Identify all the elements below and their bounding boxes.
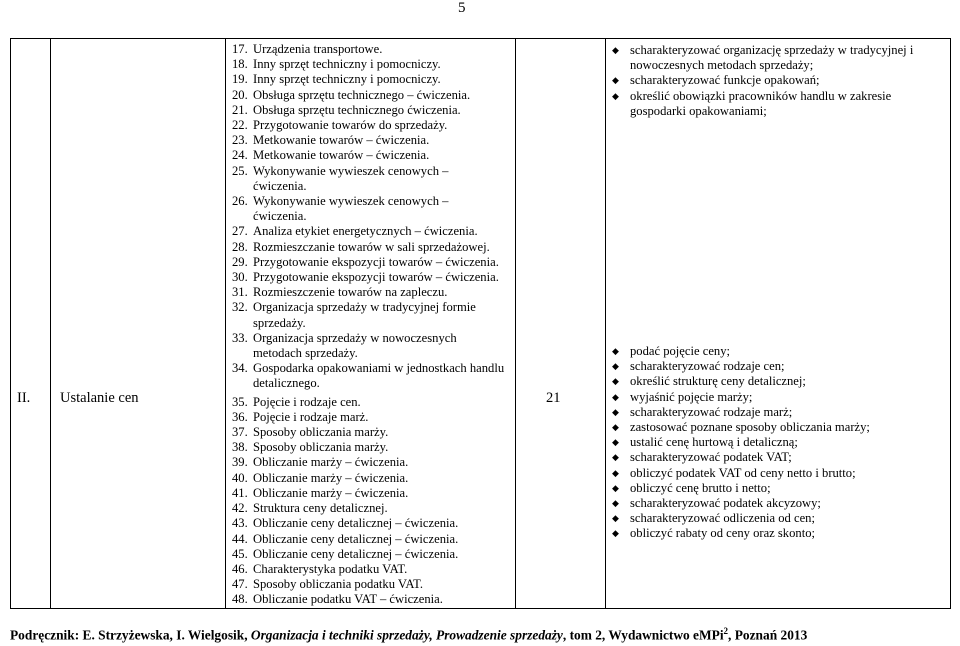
outcome-item [612, 405, 950, 420]
topic-text: Obliczanie ceny detalicznej – ćwiczenia. [253, 531, 459, 546]
topic-item [232, 425, 515, 440]
diamond-bullet-icon: ◆ [612, 452, 619, 463]
outcome-text: scharakteryzować rodzaje marż; [630, 404, 793, 419]
outcome-item [612, 435, 950, 450]
outcome-item [612, 496, 950, 511]
outcome-text: scharakteryzować podatek VAT; [630, 450, 792, 465]
topic-number: 27. [232, 224, 248, 239]
topic-number: 21. [232, 102, 248, 117]
hours-value: 21 [546, 390, 561, 406]
hours-cell [516, 39, 606, 609]
topic-text: Obliczanie ceny detalicznej – ćwiczenia. [253, 516, 459, 531]
topic-text: Rozmieszczenie towarów na zapleczu. [253, 285, 448, 300]
section-title-cell [51, 39, 226, 609]
topic-item [232, 148, 515, 163]
outcome-item [612, 89, 950, 119]
topic-text: Sposoby obliczania podatku VAT. [253, 577, 424, 592]
topic-number: 32. [232, 300, 248, 315]
topic-number: 20. [232, 87, 248, 102]
footer-publisher: , tom 2, Wydawnictwo eMPi [562, 627, 724, 643]
topic-number: 26. [232, 194, 248, 209]
topics-list-section-2 [226, 392, 515, 608]
diamond-bullet-icon: ◆ [612, 528, 619, 539]
outcome-item [612, 450, 950, 465]
topics-cell [226, 39, 516, 609]
topic-item [232, 118, 515, 133]
outcome-item [612, 374, 950, 389]
footer-titles: Organizacja i techniki sprzedaży, Prowadzenie sprzedaży [250, 627, 563, 643]
topic-number: 38. [232, 440, 248, 455]
topic-number: 36. [232, 409, 248, 424]
diamond-bullet-icon: ◆ [612, 45, 619, 55]
topic-number: 34. [232, 361, 248, 376]
topic-item [232, 501, 515, 516]
topic-number: 45. [232, 546, 248, 561]
topic-item [232, 270, 515, 285]
outcome-item [612, 420, 950, 435]
topic-number: 37. [232, 425, 248, 440]
outcome-item [612, 390, 950, 405]
topic-text: Sposoby obliczania marży. [253, 440, 389, 455]
topic-text: Analiza etykiet energetycznych – ćwiczenia. [253, 224, 478, 239]
outcome-text: obliczyć rabaty od ceny oraz skonto; [630, 526, 815, 541]
outcome-item [612, 344, 950, 359]
topic-item [232, 240, 515, 255]
outcome-text: podać pojęcie ceny; [630, 344, 730, 359]
topic-item [232, 331, 515, 361]
footer-sup: 2 [723, 626, 729, 636]
topic-number: 31. [232, 285, 248, 300]
topic-item [232, 486, 515, 501]
topic-number: 41. [232, 485, 248, 500]
topic-item [232, 285, 515, 300]
topic-number: 30. [232, 270, 248, 285]
outcome-item [612, 481, 950, 496]
topic-text: Urządzenia transportowe. [253, 42, 383, 56]
topic-number: 48. [232, 592, 248, 607]
topic-item [232, 194, 515, 224]
outcome-item [612, 511, 950, 526]
topic-number: 22. [232, 118, 248, 133]
outcome-text: wyjaśnić pojęcie marży; [630, 389, 753, 404]
diamond-bullet-icon: ◆ [612, 422, 619, 433]
topic-item [232, 72, 515, 87]
topic-item [232, 395, 515, 410]
outcome-text: określić strukturę ceny detalicznej; [630, 374, 806, 389]
diamond-bullet-icon: ◆ [612, 513, 619, 524]
topic-item [232, 440, 515, 455]
section-number-cell [11, 39, 51, 609]
topic-text: Metkowanie towarów – ćwiczenia. [253, 148, 430, 163]
diamond-bullet-icon: ◆ [612, 391, 619, 402]
topic-item [232, 164, 515, 194]
outcome-text: scharakteryzować organizację sprzedaży w tradycyjnej i nowoczesnych metodach sprzedaży; [630, 43, 914, 73]
textbook-reference [10, 626, 807, 643]
topic-text: Sposoby obliczania marży. [253, 425, 389, 440]
topic-text: Inny sprzęt techniczny i pomocniczy. [253, 57, 441, 72]
topic-text: Inny sprzęt techniczny i pomocniczy. [253, 72, 441, 87]
outcome-text: scharakteryzować odliczenia od cen; [630, 511, 815, 526]
topic-number: 19. [232, 72, 248, 87]
topic-text: Organizacja sprzedaży w tradycyjnej formie sprzedaży. [253, 300, 476, 330]
diamond-bullet-icon: ◆ [612, 75, 619, 86]
topic-item [232, 133, 515, 148]
topic-text: Pojęcie i rodzaje cen. [253, 394, 361, 409]
topic-text: Wykonywanie wywieszek cenowych – ćwiczenia. [253, 194, 449, 224]
topic-number: 44. [232, 531, 248, 546]
topic-text: Przygotowanie ekspozycji towarów – ćwiczenia. [253, 270, 499, 285]
topic-item [232, 547, 515, 562]
topic-text: Obliczanie marży – ćwiczenia. [253, 470, 409, 485]
topic-number: 40. [232, 470, 248, 485]
topic-number: 28. [232, 239, 248, 254]
topic-text: Rozmieszczanie towarów w sali sprzedażowej. [253, 239, 490, 254]
footer-end: , Poznań 2013 [728, 627, 808, 643]
section-number: II. [17, 390, 31, 406]
diamond-bullet-icon: ◆ [612, 361, 619, 372]
topic-item [232, 471, 515, 486]
topic-number: 42. [232, 501, 248, 516]
curriculum-table [10, 38, 951, 609]
topic-item [232, 103, 515, 118]
topic-item [232, 562, 515, 577]
topic-text: Pojęcie i rodzaje marż. [253, 409, 369, 424]
topic-text: Przygotowanie ekspozycji towarów – ćwiczenia. [253, 254, 499, 269]
outcomes-list [606, 39, 950, 119]
outcome-text: scharakteryzować podatek akcyzowy; [630, 496, 821, 511]
outcome-text: obliczyć cenę brutto i netto; [630, 480, 771, 495]
diamond-bullet-icon: ◆ [612, 467, 619, 478]
section-title: Ustalanie cen [60, 390, 139, 406]
topic-item [232, 455, 515, 470]
diamond-bullet-icon: ◆ [612, 482, 619, 493]
topic-number: 25. [232, 163, 248, 178]
topic-item [232, 592, 515, 607]
topic-item [232, 516, 515, 531]
footer-label: Podręcznik: E. Strzyżewska, I. Wielgosik, [10, 627, 251, 643]
outcome-item [612, 43, 950, 73]
topics-list [226, 39, 515, 392]
topic-number: 43. [232, 516, 248, 531]
topic-number: 46. [232, 561, 248, 576]
topic-number: 18. [232, 57, 248, 72]
page-number: 5 [458, 0, 466, 16]
topic-number: 47. [232, 577, 248, 592]
topic-item [232, 300, 515, 330]
topic-text: Przygotowanie towarów do sprzedaży. [253, 118, 448, 133]
topic-text: Obliczanie marży – ćwiczenia. [253, 485, 409, 500]
diamond-bullet-icon: ◆ [612, 498, 619, 509]
outcome-text: obliczyć podatek VAT od ceny netto i brutto; [630, 465, 856, 480]
topic-number: 39. [232, 455, 248, 470]
outcomes-list-section-2 [606, 344, 950, 542]
outcome-item [612, 466, 950, 481]
topic-number: 23. [232, 133, 248, 148]
outcome-text: scharakteryzować rodzaje cen; [630, 359, 785, 374]
topic-item [232, 42, 515, 57]
diamond-bullet-icon: ◆ [612, 406, 619, 417]
outcome-item [612, 359, 950, 374]
table-row [11, 39, 951, 609]
topic-item [232, 88, 515, 103]
topic-text: Gospodarka opakowaniami w jednostkach handlu detalicznego. [253, 361, 505, 391]
topic-text: Metkowanie towarów – ćwiczenia. [253, 133, 430, 148]
outcome-text: określić obowiązki pracowników handlu w zakresie gospodarki opakowaniami; [630, 88, 892, 118]
outcome-item [612, 526, 950, 541]
topic-item [232, 224, 515, 239]
outcome-text: zastosować poznane sposoby obliczania marży; [630, 420, 870, 435]
topic-number: 35. [232, 394, 248, 409]
diamond-bullet-icon: ◆ [612, 437, 619, 448]
topic-number: 33. [232, 330, 248, 345]
topic-item [232, 577, 515, 592]
topic-number: 24. [232, 148, 248, 163]
topic-text: Wykonywanie wywieszek cenowych – ćwiczenia. [253, 163, 449, 193]
topic-item [232, 361, 515, 391]
topic-text: Struktura ceny detalicznej. [253, 501, 388, 516]
topic-text: Charakterystyka podatku VAT. [253, 561, 408, 576]
topic-item [232, 57, 515, 72]
topic-item [232, 255, 515, 270]
topic-text: Obsługa sprzętu technicznego – ćwiczenia. [253, 87, 471, 102]
outcome-item [612, 73, 950, 88]
topic-text: Obliczanie marży – ćwiczenia. [253, 455, 409, 470]
topic-text: Obliczanie ceny detalicznej – ćwiczenia. [253, 546, 459, 561]
diamond-bullet-icon: ◆ [612, 376, 619, 387]
diamond-bullet-icon: ◆ [612, 90, 619, 101]
topic-item [232, 410, 515, 425]
topic-number: 29. [232, 254, 248, 269]
topic-text: Organizacja sprzedaży w nowoczesnych metodach sprzedaży. [253, 330, 457, 361]
topic-text: Obsługa sprzętu technicznego ćwiczenia. [253, 102, 461, 117]
outcome-text: scharakteryzować funkcje opakowań; [630, 73, 820, 88]
outcome-text: ustalić cenę hurtową i detaliczną; [630, 435, 798, 450]
topic-number: 17. [232, 42, 248, 56]
outcomes-cell [606, 39, 951, 609]
diamond-bullet-icon: ◆ [612, 346, 619, 357]
topic-item [232, 532, 515, 547]
topic-text: Obliczanie podatku VAT – ćwiczenia. [253, 592, 443, 607]
